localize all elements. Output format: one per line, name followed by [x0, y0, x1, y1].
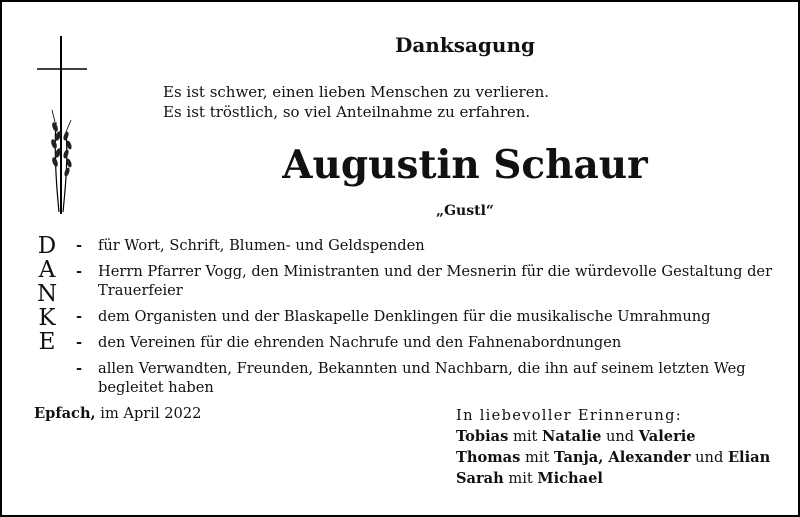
thanks-item — [76, 236, 776, 255]
connector: mit — [503, 470, 538, 487]
intro-line: Es ist schwer, einen lieben Menschen zu verlieren. — [163, 83, 550, 101]
thanks-item-text: Herrn Pfarrer Vogg, den Ministranten und der Mesnerin für die würdevolle Gestaltung der Trauerfeier — [98, 263, 773, 299]
dash-bullet: - — [76, 237, 83, 254]
thanks-item — [76, 359, 776, 397]
family-name: Tanja, Alexander — [553, 449, 691, 466]
family-name: Valerie — [638, 428, 696, 445]
memorial-heading: In liebevoller Erinnerung: — [456, 407, 682, 424]
notice-title: Danksagung — [395, 33, 535, 57]
family-line — [456, 447, 770, 468]
family-name: Elian — [727, 449, 771, 466]
connector: mit — [520, 449, 554, 466]
danke-letter: K — [38, 305, 56, 331]
cross-with-wheat-icon — [30, 32, 90, 217]
thanks-item-text: dem Organisten und der Blaskapelle Denklingen für die musikalische Umrahmung — [98, 308, 711, 325]
dash-bullet: - — [76, 263, 83, 280]
family-line — [456, 468, 770, 489]
family-name: Natalie — [542, 428, 602, 445]
family-name: Tobias — [456, 428, 509, 445]
deceased-nickname: „Gustl“ — [436, 203, 494, 219]
thanks-item-text: den Vereinen für die ehrenden Nachrufe und den Fahnenabordnungen — [98, 334, 622, 351]
connector: und — [690, 449, 728, 466]
family-name: Sarah — [456, 470, 504, 487]
danke-letter: A — [38, 257, 56, 283]
family-line — [456, 426, 770, 447]
thanks-item — [76, 333, 776, 352]
family-name: Michael — [537, 470, 603, 487]
danke-vertical — [33, 234, 61, 354]
connector: und — [601, 428, 639, 445]
dash-bullet: - — [76, 334, 83, 351]
thanks-item — [76, 262, 776, 300]
dash-bullet: - — [76, 308, 83, 325]
danke-letter: E — [38, 329, 56, 355]
place-date — [34, 405, 201, 422]
date-text: im April 2022 — [95, 405, 202, 422]
danke-letter: N — [36, 281, 58, 307]
danke-letter: D — [37, 233, 57, 259]
dash-bullet: - — [76, 360, 83, 377]
thanks-item-text: allen Verwandten, Freunden, Bekannten und Nachbarn, die ihn auf seinem letzten Weg begleitet haben — [98, 360, 746, 396]
thanks-item — [76, 307, 776, 326]
intro-text — [163, 82, 549, 122]
place-name: Epfach, — [34, 405, 96, 422]
connector: mit — [508, 428, 542, 445]
family-name: Thomas — [456, 449, 521, 466]
memorial-signature — [456, 405, 770, 489]
intro-line: Es ist tröstlich, so viel Anteilnahme zu erfahren. — [163, 103, 531, 121]
thanks-item-text: für Wort, Schrift, Blumen- und Geldspenden — [98, 237, 425, 254]
deceased-name: Augustin Schaur — [282, 142, 648, 188]
thanks-list — [76, 236, 776, 404]
